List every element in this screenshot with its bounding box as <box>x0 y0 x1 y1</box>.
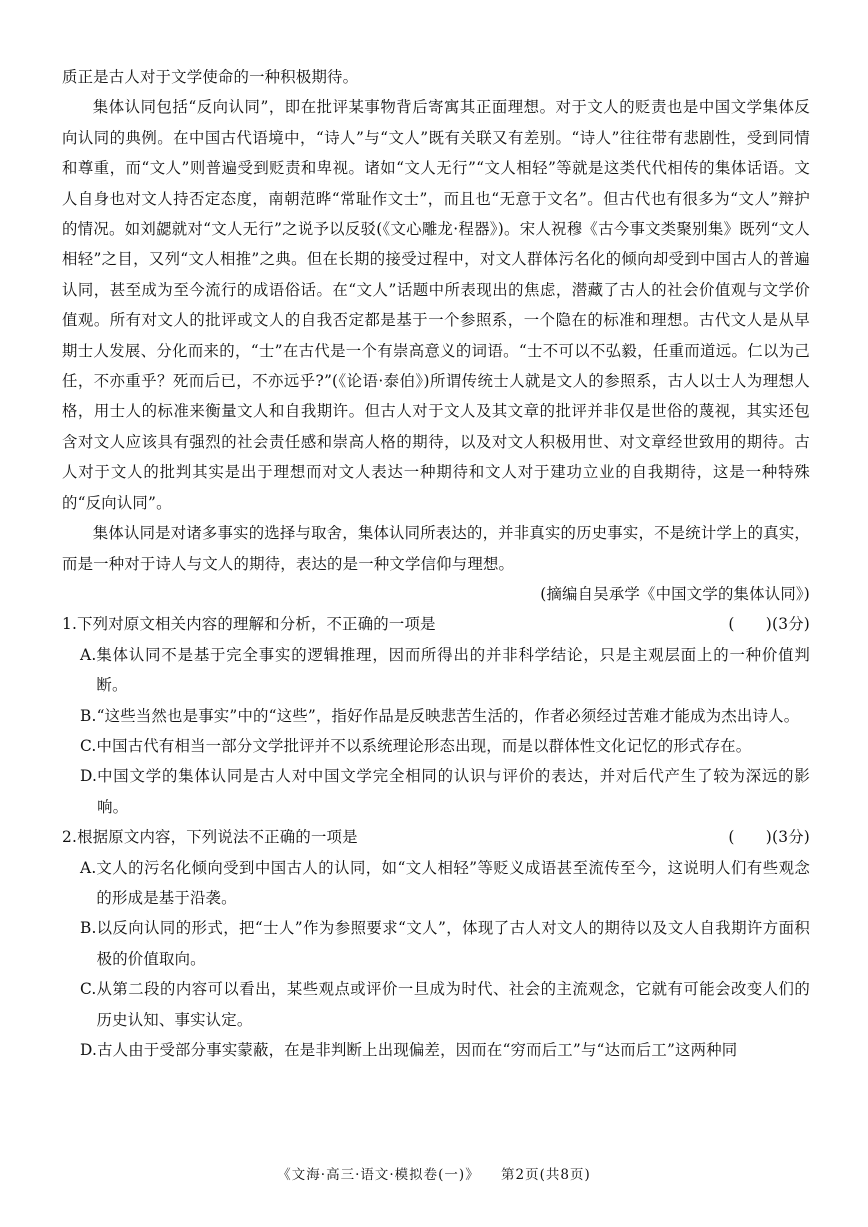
option-text: 中国文学的集体认同是古人对中国文学完全相同的认识与评价的表达，并对后代产生了较为深远的影响。 <box>97 767 810 816</box>
passage-paragraph-reverse-identity: 集体认同包括“反向认同”，即在批评某事物背后寄寓其正面理想。对于文人的贬责也是中国文学集体反向认同的典例。在中国古代语境中，“诗人”与“文人”既有关联又有差别。“诗人”往往带有悲剧性，受到同情和尊重，而“文人”则普遍受到贬责和卑视。诸如“文人无行”“文人相轻”等就是这类代代相传的集体话语。文人自身也对文人持否定态度，南朝范晔“常耻作文士”，而且也“无意于文名”。但古代也有很多为“文人”辩护的情况。如刘勰就对“文人无行”之说予以反驳(《文心雕龙·程器》)。宋人祝穆《古今事文类聚别集》既列“文人相轻”之目，又列“文人相推”之典。但在长期的接受过程中，对文人群体污名化的倾向却受到中国古人的普遍认同，甚至成为至今流行的成语俗话。在“文人”话题中所表现出的焦虑，潜藏了古人的社会价值观与文学价值观。所有对文人的批评或文人的自我否定都是基于一个参照系，一个隐在的标准和理想。古代文人是从早期士人发展、分化而来的，“士”在古代是一个有崇高意义的词语。“士不可以不弘毅，任重而道远。仁以为己任，不亦重乎？死而后已，不亦远乎?”(《论语·泰伯》)所谓传统士人就是文人的参照系，古人以士人为理想人格，用士人的标准来衡量文人和自我期许。但古人对于文人及其文章的批评并非仅是世俗的蔑视，其实还包含对文人应该具有强烈的社会责任感和崇高人格的期待，以及对文人积极用世、对文章经世致用的期待。古人对于文人的批判其实是出于理想而对文人表达一种期待和文人对于建功立业的自我期待，这是一种特殊的“反向认同”。 <box>62 98 810 512</box>
option-text: 从第二段的内容可以看出，某些观点或评价一旦成为时代、社会的主流观念，它就有可能会改变人们的历史认知、事实认定。 <box>96 980 810 1029</box>
option-text: 中国古代有相当一部分文学批评并不以系统理论形态出现，而是以群体性文化记忆的形式存在。 <box>96 736 752 755</box>
option-text: 集体认同不是基于完全事实的逻辑推理，因而所得出的并非科学结论，只是主观层面上的一种价值判断。 <box>96 645 810 695</box>
question-stem-text: 2.根据原文内容，下列说法不正确的一项是 <box>62 828 358 847</box>
question-score: ( )(3分) <box>728 615 810 634</box>
footer-title: 《文海·高三·语文·模拟卷(一)》 <box>277 1167 480 1183</box>
question-stem-text: 1.下列对原文相关内容的理解和分析，不正确的一项是 <box>62 615 436 634</box>
option-text: 古人由于受部分事实蒙蔽，在是非判断上出现偏差，因而在“穷而后工”与“达而后工”这两种同 <box>97 1041 738 1059</box>
option-c <box>62 731 810 761</box>
option-text: “这些当然也是事实”中的“这些”，指好作品是反映悲苦生活的，作者必须经过苦难才能成为杰出诗人。 <box>96 706 800 725</box>
option-letter: C. <box>80 736 97 755</box>
option-letter: C. <box>80 980 97 999</box>
question-2 <box>62 822 810 1065</box>
option-text: 以反向认同的形式，把“士人”作为参照要求“文人”，体现了古人对文人的期待以及文人自我期许方面积极的价值取向。 <box>96 919 810 968</box>
question-score: ( )(3分) <box>728 828 810 847</box>
option-letter: D. <box>80 767 98 786</box>
option-letter: D. <box>80 1041 98 1059</box>
option-letter: B. <box>80 706 97 725</box>
option-a <box>62 853 810 914</box>
option-d <box>62 761 810 822</box>
passage-paragraph-conclusion: 集体认同是对诸多事实的选择与取舍，集体认同所表达的，并非真实的历史事实，不是统计学上的真实，而是一种对于诗人与文人的期待，表达的是一种文学信仰与理想。 <box>62 524 810 573</box>
option-b <box>62 701 810 731</box>
question-stem <box>62 822 810 852</box>
passage-source: (摘编自吴承学《中国文学的集体认同》) <box>540 584 810 603</box>
option-c <box>62 974 810 1035</box>
question-1 <box>62 609 810 822</box>
option-d <box>62 1035 810 1065</box>
option-a <box>62 640 810 701</box>
exam-page <box>62 62 810 1065</box>
option-letter: A. <box>80 645 97 664</box>
option-b <box>62 913 810 974</box>
option-letter: B. <box>80 919 97 938</box>
footer-page-number: 第2页(共8页) <box>501 1167 591 1183</box>
page-footer <box>0 1163 868 1183</box>
option-text: 文人的污名化倾向受到中国古人的认同，如“文人相轻”等贬义成语甚至流传至今，这说明人们有些观念的形成是基于沿袭。 <box>96 858 810 907</box>
passage-paragraph-continued: 质正是古人对于文学使命的一种积极期待。 <box>62 68 359 86</box>
question-stem <box>62 609 810 639</box>
option-letter: A. <box>80 858 97 877</box>
